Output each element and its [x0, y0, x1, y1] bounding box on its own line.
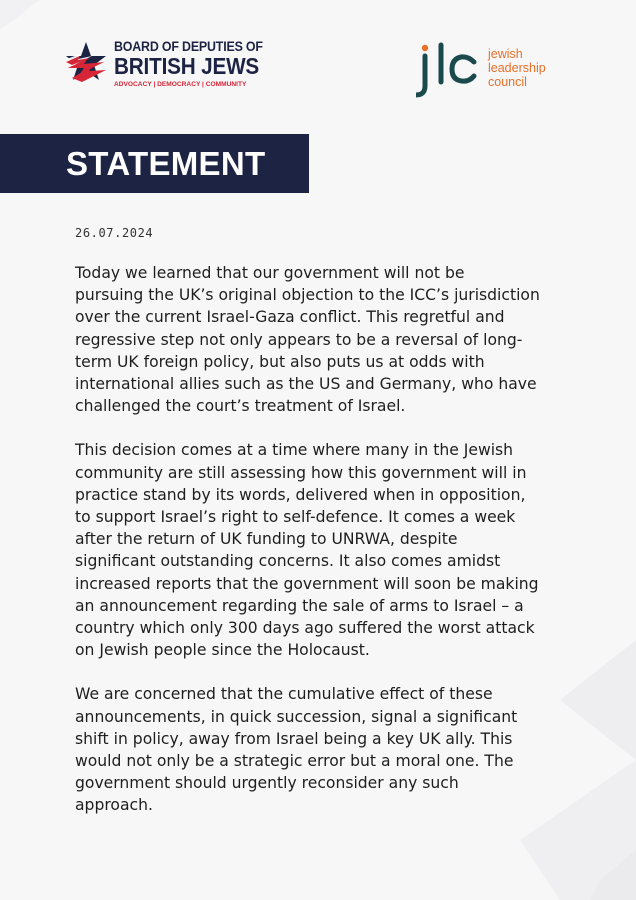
paragraph-line: regressive step not only appears to be a reversal of long-: [75, 330, 523, 349]
paragraph-line: approach.: [75, 796, 153, 815]
paragraph-line: term UK foreign policy, but also puts us at odds with: [75, 352, 485, 371]
statement-date: 26.07.2024: [75, 226, 154, 240]
statement-paragraph: [75, 262, 575, 417]
paragraph-line: announcements, in quick succession, signal a significant: [75, 707, 518, 726]
paragraph-line: community are still assessing how this government will in: [75, 463, 527, 482]
board-logo-line2: BRITISH JEWS: [114, 53, 260, 79]
paragraph-line: on Jewish people since the Holocaust.: [75, 641, 370, 660]
jlc-logo-line2: leadership: [488, 61, 546, 75]
paragraph-line: increased reports that the government will soon be making: [75, 574, 539, 593]
paragraph-line: shift in policy, away from Israel being a key UK ally. This: [75, 729, 513, 748]
board-of-deputies-emblem-icon: [62, 40, 110, 84]
board-logo-tagline: ADVOCACY | DEMOCRACY | COMMUNITY: [114, 81, 247, 88]
paragraph-line: challenged the court’s treatment of Israel.: [75, 397, 406, 416]
paragraph-line: We are concerned that the cumulative effect of these: [75, 685, 493, 704]
paragraph-line: This decision comes at a time where many in the Jewish: [75, 441, 514, 460]
statement-title: STATEMENT: [66, 145, 266, 182]
jlc-logo: [416, 42, 566, 100]
paragraph-line: to support Israel’s right to self-defence. It comes a week: [75, 508, 516, 527]
statement-paragraph: [75, 683, 575, 816]
board-of-deputies-logo: [62, 38, 262, 96]
statement-paragraph: [75, 439, 575, 661]
paragraph-line: pursuing the UK’s original objection to the ICC’s jurisdiction: [75, 286, 540, 305]
paragraph-line: Today we learned that our government will not be: [75, 264, 465, 282]
paragraph-line: international allies such as the US and Germany, who have: [75, 375, 537, 394]
jlc-logo-line1: jewish: [488, 47, 523, 61]
jlc-logo-line3: council: [488, 75, 527, 89]
paragraph-line: after the return of UK funding to UNRWA, despite: [75, 530, 458, 549]
header: [0, 0, 636, 120]
paragraph-line: government should urgently reconsider any such: [75, 774, 459, 793]
paragraph-line: practice stand by its words, delivered when in opposition,: [75, 485, 526, 504]
statement-banner: [0, 134, 309, 193]
statement-body: [75, 262, 575, 839]
paragraph-line: an announcement regarding the sale of arms to Israel – a: [75, 596, 524, 615]
paragraph-line: significant outstanding concerns. It also comes amidst: [75, 552, 501, 571]
board-logo-line1: BOARD OF DEPUTIES OF: [114, 39, 263, 54]
paragraph-line: country which only 300 days ago suffered the worst attack: [75, 619, 535, 638]
paragraph-line: over the current Israel-Gaza conflict. This regretful and: [75, 308, 505, 327]
paragraph-line: would not only be a strategic error but a moral one. The: [75, 752, 514, 771]
jlc-logo-icon: [416, 42, 484, 98]
